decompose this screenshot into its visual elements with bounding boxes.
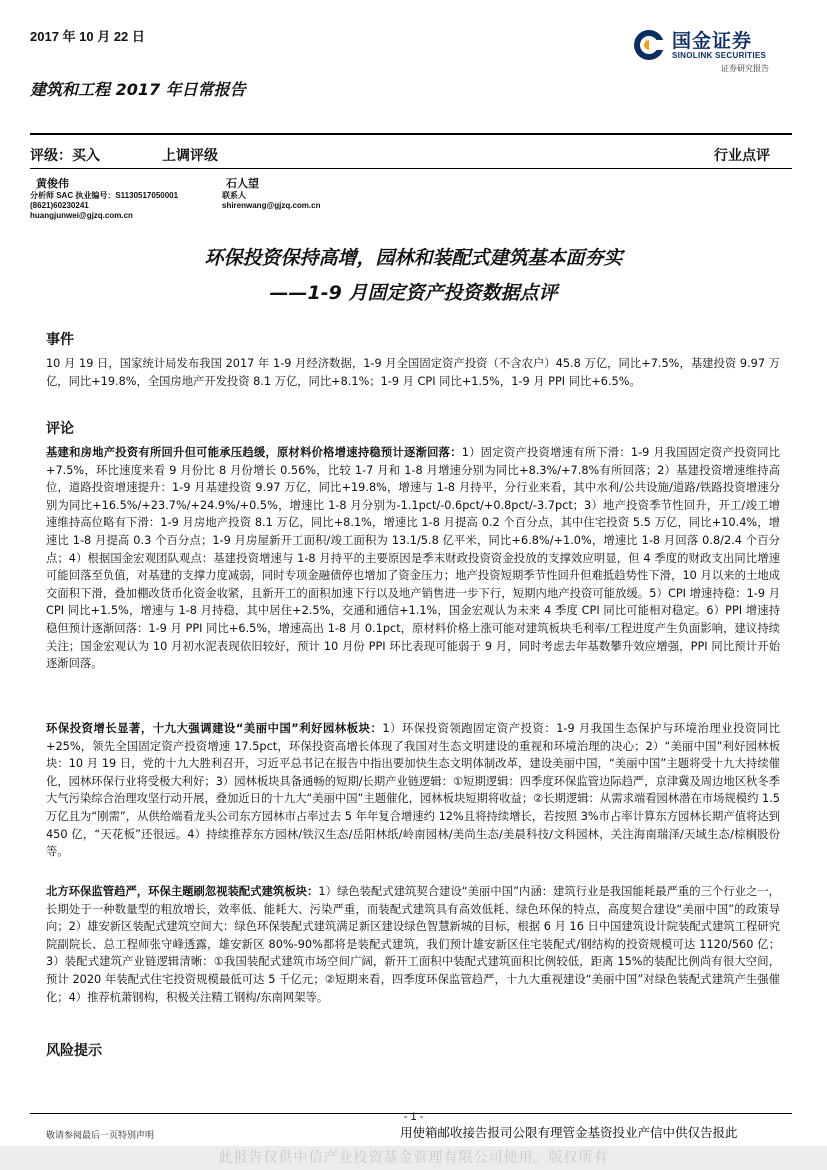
review-paragraph-3-lead: 北方环保监管趋严，环保主题刷忽视装配式建筑板块：	[46, 885, 319, 898]
footer-watermark-banner: 此报告仅供中信产业投资基金管理有限公司使用。版权所有	[0, 1146, 827, 1170]
document-type-label: 行业点评	[714, 148, 770, 164]
event-paragraph: 10 月 19 日，国家统计局发布我国 2017 年 1-9 月经济数据，1-9 月全国固定资产投资（不含农户）45.8 万亿，同比+7.5%，基建投资 9.97 万亿，同比+19.8%，全国房地产开发投资 8.1 万亿，同比+8.1%；1-9 月 CPI 同比+1.5%，1-9 月 PPI 同比+6.5%。	[46, 357, 780, 388]
rating-change-label: 上调评级	[162, 148, 218, 164]
analyst-cert: 分析师 SAC 执业编号：S1130517050001	[30, 191, 179, 200]
brand-logo	[632, 22, 802, 74]
top-divider	[30, 133, 792, 135]
analyst-name: 黄俊伟	[36, 177, 69, 190]
rating-divider	[30, 168, 792, 169]
sinolink-logo-icon	[632, 28, 666, 62]
review-paragraph-2	[46, 720, 780, 882]
section-heading-review: 评论	[46, 421, 74, 437]
page-number: - 1 -	[403, 1111, 424, 1123]
review-paragraph-1-body: 1）固定资产投资增速有所下滑：1-9 月我国固定资产投资同比+7.5%，环比速度来看 9 月份比 8 月份增长 0.56%，比较 1-7 月和 1-8 月增速分别为同比+8.3%/+7.8%有所回落；2）基建投资增速维持高位，道路投资增速提升：1-9 月基建投资 9.97 万亿，同比+19.8%，增速与 1-8 月持平，分行业来看，其中水利/公共设施/道路/铁路投资增速分别为同比+16.5%/+23.7%/+24.9%/+0.5%，增速比 1-8 月分别为-1.1pct/-0.6pct/+0.8pct/-3.7pct；3）地产投资季节性回升，开工/竣工增速维持高位略有下滑：1-9 月房地产投资 8.1 万亿，同比+8.1%，增速比 1-8 月提高 0.2 个百分点，其中住宅投资 5.5 万亿，同比+10.4%，增速比 1-8 月提高 0.3 个百分点；1-9 月房屋新开工面积/竣工面积为 13.1/5.8 亿平米，同比+6.8%/+1.0%，增速比 1-8 月回落 0.8/2.4 个百分点；4）根据国金宏观团队观点：基建投资增速与 1-8 月持平的主要原因是季末财政投资资金投放的支撑效应明显，但 4 季度的财政支出同比增速可能回落至负值，对基建的支撑力度减弱，同时专项金融债停也增加了资金压力；地产投资短期季节性回升但难抵趋势性下滑，10 月以来的土地成交面积下滑，叠加棚改货币化资金收紧，且新开工的面积加速下行以及地产销售进一步下行，短期内地产投资可能放缓。5）CPI 增速持稳：1-9 月 CPI 同比+1.5%，增速与 1-8 月持稳，其中居住+2.5%，交通和通信+1.1%，国金宏观认为未来 4 季度 CPI 同比可能相对稳定。6）PPI 增速持稳但预计逐渐回落：1-9 月 PPI 同比+6.5%，增速高出 1-8 月 0.1pct，原材料价格上涨可能对建筑板块毛利率/工程进度产生负面影响，建议持续关注；国金宏观认为 10 月初水泥表现依旧较好，预计 10 月份 PPI 环比表现可能弱于 9 月，同时考虑去年基数攀升效应增强，PPI 同比预计开始逐渐回落。	[46, 446, 780, 671]
footer-disclaimer: 敬请参阅最后一页特别声明	[46, 1131, 155, 1141]
analyst-email[interactable]: huangjunwei@gjzq.com.cn	[30, 211, 133, 220]
review-paragraph-3	[46, 883, 780, 1029]
analyst-role: 联系人	[222, 191, 246, 200]
report-title: 建筑和工程 2017 年日常报告	[30, 80, 246, 99]
review-paragraph-2-body: 1）环保投资领跑固定资产投资：1-9 月我国生态保护与环境治理业投资同比+25%，领先全国固定资产投资增速 17.5pct，环保投资高增长体现了我国对生态文明建设的重视和环境治理的决心；2）“美丽中国”利好园林板块：10 月 19 日，党的十九大胜利召开，习近平总书记在报告中指出要加快生态文明体制改革，建设美丽中国，“美丽中国”主题将受十九大持续催化，园林环保行业将受极大利好；3）园林板块具备通畅的短期/长期产业链逻辑：①短期逻辑：四季度环保监管边际趋严，京津冀及周边地区秋冬季大气污染综合治理攻坚行动开展，叠加近日的十九大“美丽中国”主题催化，园林板块短期将收益；②长期逻辑：从需求端看园林潜在市场规模约 1.5 万亿且为“刚需”，从供给端看龙头公司东方园林市占率过去 5 年年复合增速约 12%且将持续增长，若按照 3%市占率计算东方园林长期产值将达到 450 亿，“天花板”还很远。4）持续推荐东方园林/铁汉生态/岳阳林纸/岭南园林/美尚生态/美晨科技/文科园林，关注海南瑞泽/天域生态/棕榈股份等。	[46, 722, 780, 859]
section-heading-risk: 风险提示	[46, 1043, 102, 1059]
headline-sub: ——1-9 月固定资产投资数据点评	[269, 282, 558, 304]
review-paragraph-2-lead: 环保投资增长显著，十九大强调建设“美丽中国”利好园林板块：	[46, 722, 383, 735]
section-heading-event: 事件	[46, 332, 74, 348]
brand-name-en: SINOLINK SECURITIES	[672, 51, 767, 60]
brand-name-cn: 国金证券	[672, 30, 753, 52]
review-paragraph-1-lead: 基建和房地产投资有所回升但可能承压趋缓，原材料价格增速持稳预计逐渐回落：	[46, 446, 462, 459]
review-paragraph-3-body: 1）绿色装配式建筑契合建设“美丽中国”内涵：建筑行业是我国能耗最严重的三个行业之一，长期处于一种数量型的粗放增长，效率低、能耗大、污染严重，而装配式建筑具有高效低耗、绿色环保的特点，高度契合建设“美丽中国”的政策导向；2）雄安新区装配式建筑空间大：绿色环保装配式建筑满足新区建设绿色智慧新城的目标，根据 6 月 16 日中国建筑设计院装配式建筑工程研究院副院长、总工程师张守峰透露，雄安新区 80%-90%都将是装配式建筑，我们预计雄安新区住宅装配式/钢结构的投资规模可达 1120/560 亿；3）装配式建筑产业链逻辑清晰：①我国装配式建筑市场空间广阔，新开工面积中装配式建筑面积比例较低，距离 15%的装配比例尚有很大空间，预计 2020 年装配式住宅投资规模最低可达 5 千亿元；②短期来看，四季度环保监管趋严，十九大重视建设“美丽中国”对绿色装配式建筑产生强催化；4）推荐杭萧钢构，积极关注精工钢构/东南网架等。	[46, 885, 780, 1004]
headline-main: 环保投资保持高增，园林和装配式建筑基本面夯实	[204, 247, 623, 269]
analyst-email[interactable]: shirenwang@gjzq.com.cn	[222, 201, 321, 210]
footer-watermark-reversed: 用使箱邮收接告报司公限有理管金基资投业产信中供仅告报此	[400, 1125, 738, 1140]
analyst-phone: (8621)60230241	[30, 201, 89, 210]
analyst-name: 石人望	[226, 177, 259, 190]
rating-label: 评级：买入	[30, 148, 100, 164]
analyst-card-2	[222, 176, 320, 211]
review-paragraph-1	[46, 444, 780, 712]
report-date: 2017 年 10 月 22 日	[30, 29, 145, 44]
analyst-card-1	[30, 176, 178, 221]
brand-subtitle: 证券研究报告	[721, 64, 769, 73]
